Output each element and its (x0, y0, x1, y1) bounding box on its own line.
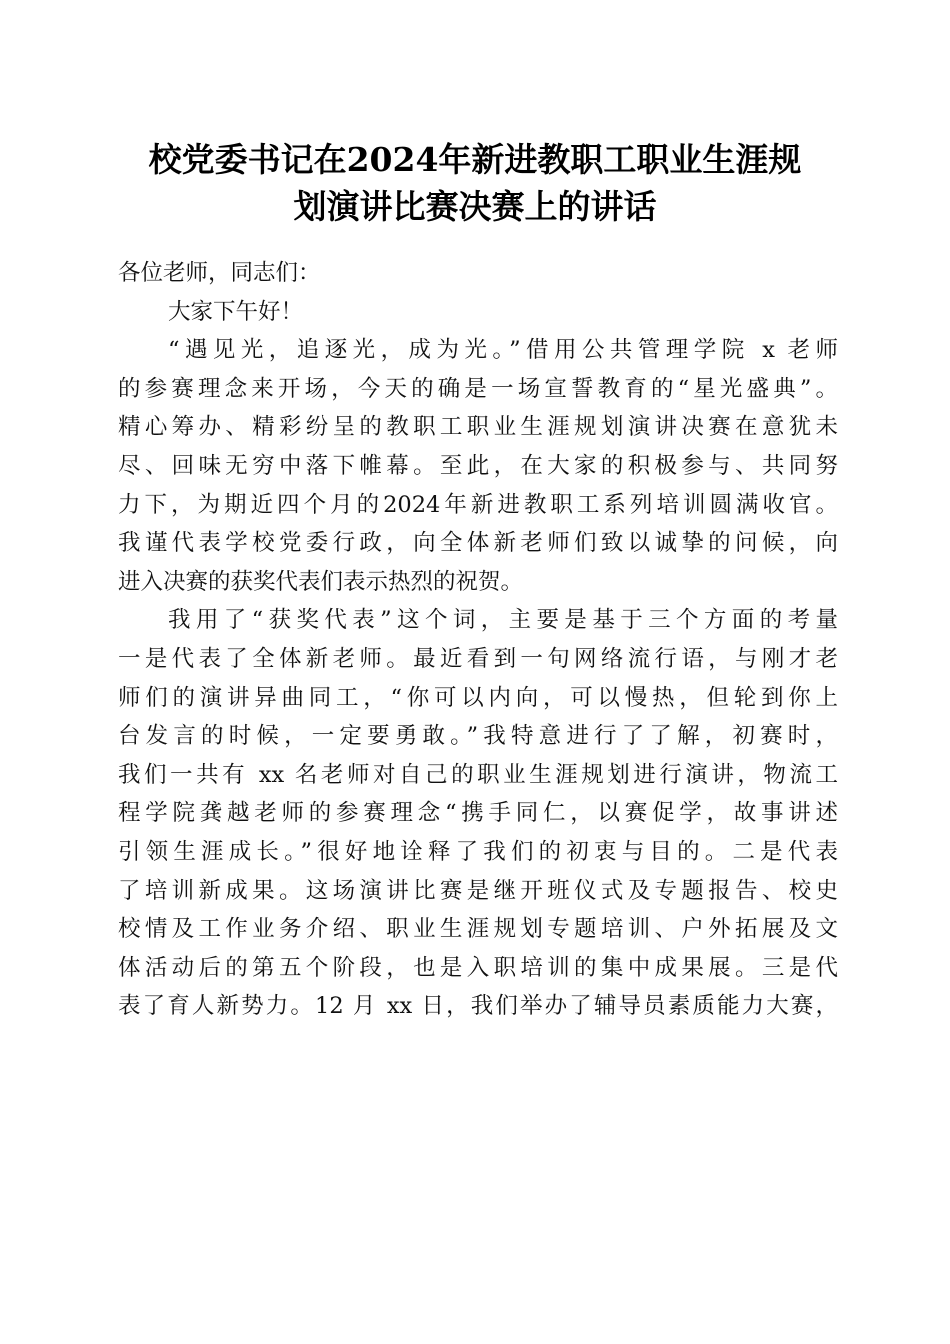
paragraph-2 (118, 601, 838, 1026)
paragraph-line: 台发言的时候，一定要勇敢。”我特意进行了了解，初赛时， (118, 723, 838, 750)
paragraph-line: 我用了“获奖代表”这个词，主要是基于三个方面的考量 (168, 607, 838, 634)
paragraph-line: 表了育人新势力。12 月 xx 日，我们举办了辅导员素质能力大赛， (118, 993, 838, 1020)
paragraph-line: 尽、回味无穷中落下帷幕。至此，在大家的积极参与、共同努 (118, 452, 838, 479)
salutation: 各位老师，同志们： (118, 260, 321, 286)
paragraph-line: 我谨代表学校党委行政，向全体新老师们致以诚挚的问候，向 (118, 530, 838, 557)
paragraph-line: 师们的演讲异曲同工，“你可以内向，可以慢热，但轮到你上 (118, 684, 838, 711)
paragraph-line: 精心筹办、精彩纷呈的教职工职业生涯规划演讲决赛在意犹未 (118, 414, 838, 441)
title-line-2: 划演讲比赛决赛上的讲话 (293, 187, 657, 226)
title-line-1: 校党委书记在2024年新进教职工职业生涯规 (148, 140, 802, 179)
paragraph-line: 的参赛理念来开场，今天的确是一场宣誓教育的“星光盛典”。 (118, 375, 838, 402)
greeting: 大家下午好！ (168, 298, 304, 325)
paragraph-line: 了培训新成果。这场演讲比赛是继开班仪式及专题报告、校史 (118, 877, 838, 904)
paragraph-line: 程学院龚越老师的参赛理念“携手同仁，以赛促学，故事讲述 (118, 800, 838, 827)
paragraph-line: 一是代表了全体新老师。最近看到一句网络流行语，与刚才老 (118, 645, 838, 672)
paragraph-line: 体活动后的第五个阶段，也是入职培训的集中成果展。三是代 (118, 954, 838, 981)
paragraph-1 (118, 331, 838, 601)
document-title (100, 136, 850, 230)
paragraph-line: 力下，为期近四个月的2024年新进教职工系列培训圆满收官。 (118, 491, 838, 518)
paragraph-line: “遇见光，追逐光，成为光。”借用公共管理学院 x 老师 (168, 337, 838, 364)
paragraph-line: 进入决赛的获奖代表们表示热烈的祝贺。 (118, 568, 524, 595)
paragraph-line: 校情及工作业务介绍、职业生涯规划专题培训、户外拓展及文 (118, 916, 838, 943)
paragraph-line: 引领生涯成长。”很好地诠释了我们的初衷与目的。二是代表 (118, 838, 838, 865)
paragraph-line: 我们一共有 xx 名老师对自己的职业生涯规划进行演讲，物流工 (118, 761, 838, 788)
document-body (118, 254, 838, 1026)
